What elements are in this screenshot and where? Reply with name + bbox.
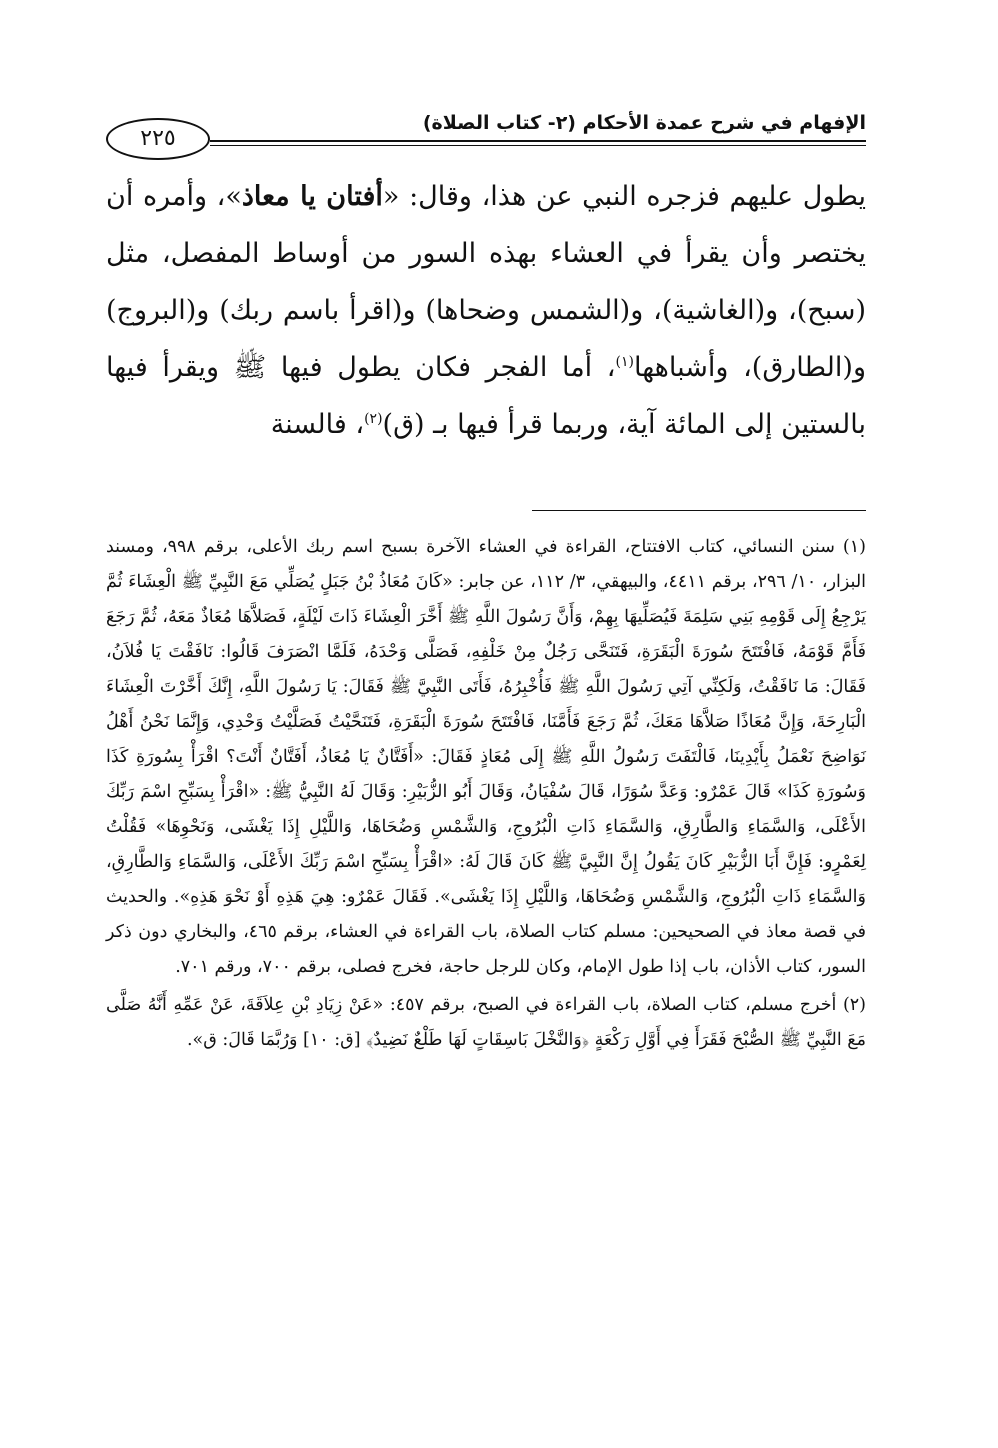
hadith-quote: أفتان يا معاذ	[241, 181, 383, 212]
body-text-part: يطول عليهم فزجره النبي عن هذا، وقال: «	[382, 181, 866, 212]
body-text-part: ، أما الفجر فكان يطول فيها ﷺ ويقرأ فيها بالستين إلى المائة آية، وربما قرأ فيها بـ (ق)	[106, 352, 866, 440]
footnotes	[106, 530, 866, 1061]
footnote-ref-1[interactable]: (١)	[615, 354, 634, 370]
footnote-2	[106, 988, 866, 1058]
header-rule-thin	[210, 145, 866, 146]
footnote-ref-2[interactable]: (٢)	[364, 411, 383, 427]
footnote-marker: (٢)	[842, 995, 866, 1015]
page-number: ٢٢٥	[106, 118, 210, 160]
footnote-text: سنن النسائي، كتاب الافتتاح، القراءة في العشاء الآخرة بسبح اسم ربك الأعلى، برقم ٩٩٨، ومسند البزار، ١٠/ ٢٩٦، برقم ٤٤١١، والبيهقي، ٣/ ١١٢، عن جابر: «كَانَ مُعَاذُ بْنُ جَبَلٍ يُصَلِّي مَعَ النَّبِيِّ ﷺ الْعِشَاءَ ثُمَّ يَرْجِعُ إِلَى قَوْمِهِ بَنِي سَلِمَةَ فَيُصَلِّيهَا بِهِمْ، وَأَنَّ رَسُولَ اللَّهِ ﷺ أَخَّرَ الْعِشَاءَ ذَاتَ لَيْلَةٍ، فَصَلاَّهَا مُعَاذٌ مَعَهُ، ثُمَّ رَجَعَ فَأَمَّ قَوْمَهُ، فَافْتَتَحَ سُورَةَ الْبَقَرَةِ، فَتَنَحَّى رَجُلٌ مِنْ خَلْفِهِ، فَصَلَّى وَحْدَهُ، فَلَمَّا انْصَرَفَ قَالُوا: نَافَقْتَ يَا فُلاَنُ، فَقَالَ: مَا نَافَقْتُ، وَلَكِنِّي آتِي رَسُولَ اللَّهِ ﷺ فَأُخْبِرُهُ، فَأَتَى النَّبِيَّ ﷺ فَقَالَ: يَا رَسُولَ اللَّهِ، إِنَّكَ أَخَّرْتَ الْعِشَاءَ الْبَارِحَةَ، وَإِنَّ مُعَاذًا صَلاَّهَا مَعَكَ، ثُمَّ رَجَعَ فَأَمَّنَا، فَافْتَتَحَ سُورَةَ الْبَقَرَةِ، فَتَنَحَّيْتُ فَصَلَّيْتُ وَحْدِي، وَإِنَّمَا نَحْنُ أَهْلُ نَوَاضِحَ نَعْمَلُ بِأَيْدِينَا، فَالْتَفَتَ رَسُولُ اللَّهِ ﷺ إِلَى مُعَاذٍ فَقَالَ: «أَفَتَّانٌ يَا مُعَاذُ، أَفَتَّانٌ أَنْتَ؟ اقْرَأْ بِسُورَةِ كَذَا وَسُورَةِ كَذَا» قَالَ عَمْرٌو: وَعَدَّ سُوَرًا، قَالَ سُفْيَانُ، وَقَالَ أَبُو الزُّبَيْرِ: وَقَالَ لَهُ النَّبِيُّ ﷺ: «اقْرَأْ بِسَبِّحِ اسْمَ رَبِّكَ الأَعْلَى، وَالسَّمَاءِ وَالطَّارِقِ، وَالسَّمَاءِ ذَاتِ الْبُرُوجِ، وَالشَّمْسِ وَضُحَاهَا، وَاللَّيْلِ إِذَا يَغْشَى، وَنَحْوِهَا» فَقُلْتُ لِعَمْرٍو: فَإِنَّ أَبَا الزُّبَيْرِ كَانَ يَقُولُ إِنَّ النَّبِيَّ ﷺ كَانَ قَالَ لَهُ: «اقْرَأْ بِسَبِّحِ اسْمَ رَبِّكَ الأَعْلَى، وَالسَّمَاءِ وَالطَّارِقِ، وَالسَّمَاءِ ذَاتِ الْبُرُوجِ، وَالشَّمْسِ وَضُحَاهَا، وَاللَّيْلِ إِذَا يَغْشَى». فَقَالَ عَمْرٌو: هِيَ هَذِهِ أَوْ نَحْوَ هَذِهِ». والحديث في قصة معاذ في الصحيحين: مسلم كتاب الصلاة، باب القراءة في العشاء، برقم ٤٦٥، والبخاري دون ذكر السور، كتاب الأذان، باب إذا طول الإمام، وكان للرجل حاجة، فخرج فصلى، برقم ٧٠٠، ورقم ٧٠١.	[106, 537, 867, 977]
header-rule	[210, 140, 866, 142]
running-header-title: الإفهام في شرح عمدة الأحكام (٢- كتاب الصلاة)	[422, 112, 866, 134]
body-paragraph	[106, 168, 866, 453]
footnote-separator	[532, 510, 866, 511]
body-text	[106, 168, 866, 453]
body-text-part: ، فالسنة	[270, 409, 365, 440]
footnote-1	[106, 530, 866, 985]
footnote-text: أخرج مسلم، كتاب الصلاة، باب القراءة في الصبح، برقم ٤٥٧: «عَنْ زِيَادِ بْنِ عِلاَقَةَ، عَنْ عَمِّهِ أَنَّهُ صَلَّى مَعَ النَّبِيِّ ﷺ الصُّبْحَ فَقَرَأَ فِي أَوَّلِ رَكْعَةٍ ﴿وَالنَّخْلَ بَاسِقَاتٍ لَهَا طَلْعٌ نَضِيدٌ﴾ [ق: ١٠] وَرُبَّمَا قَالَ: ق».	[106, 995, 866, 1050]
body-text-part: »، وأمره أن يختصر وأن يقرأ في العشاء بهذه السور من أوساط المفصل، مثل (سبح)، و(الغاشية)، و(الشمس وضحاها) و(اقرأ باسم ربك) و(البروج) و(الطارق)، وأشباهها	[106, 181, 866, 383]
footnote-marker: (١)	[842, 537, 866, 557]
